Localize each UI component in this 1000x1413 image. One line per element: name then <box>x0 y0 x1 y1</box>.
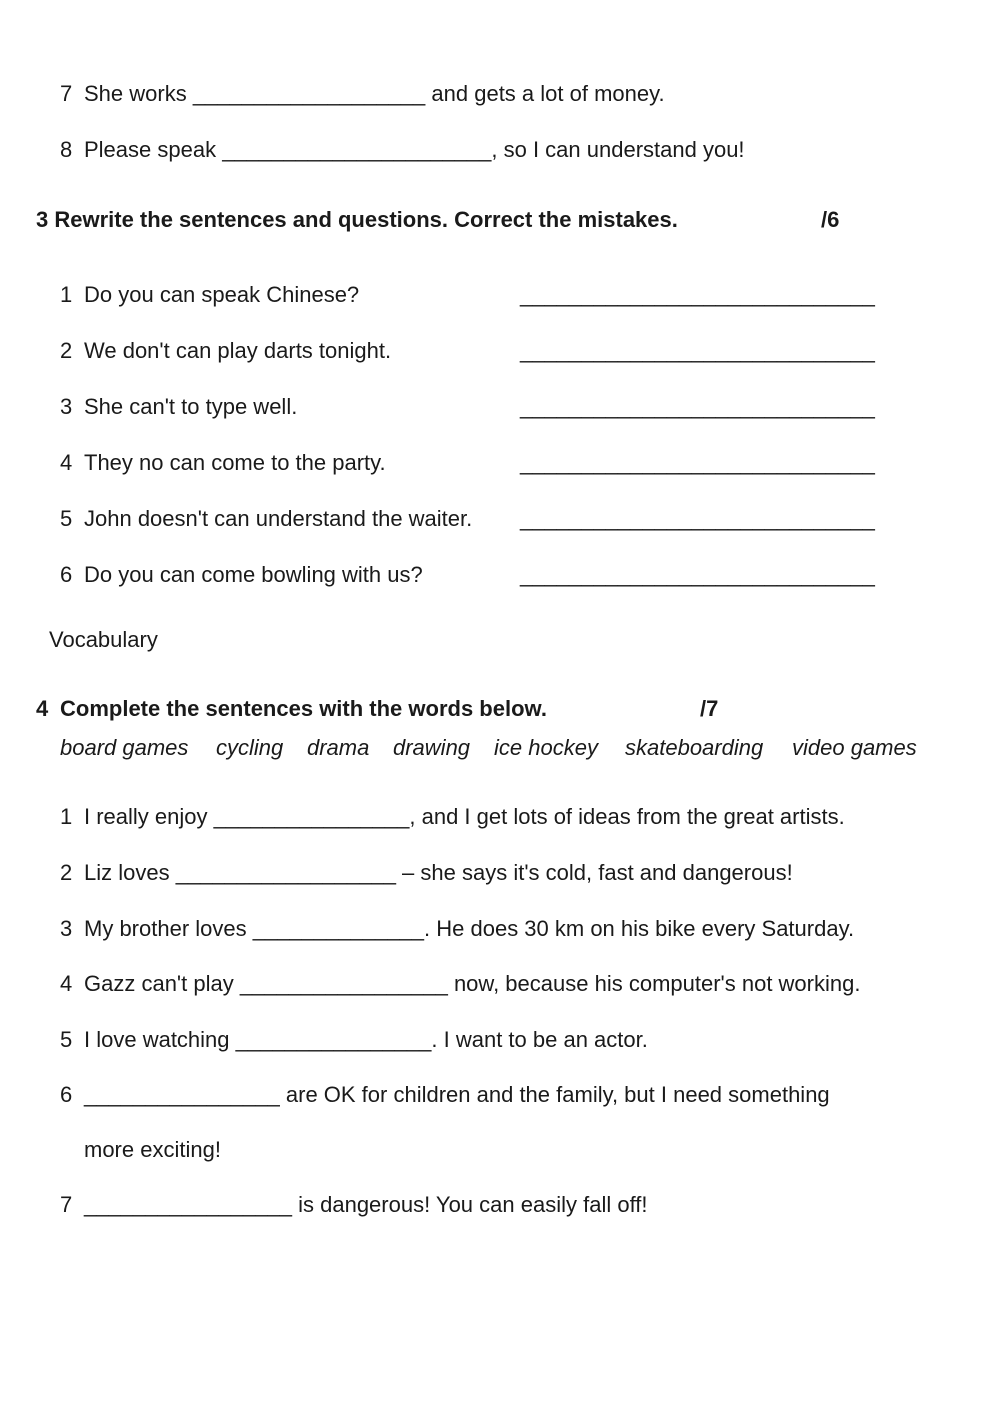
sentence-text: _________________ is dangerous! You can easily fall off! <box>84 1192 648 1217</box>
sentence-text: I really enjoy ________________, and I get lots of ideas from the great artists. <box>84 804 845 829</box>
item-number: 5 <box>60 1027 73 1052</box>
word-bank-item: ice hockey <box>494 735 598 760</box>
section4-score: /7 <box>700 696 719 721</box>
section3-score: /6 <box>821 207 840 232</box>
item-number: 3 <box>60 394 73 419</box>
sentence-text: My brother loves ______________. He does 30 km on his bike every Saturday. <box>84 916 855 941</box>
word-bank-item: cycling <box>216 735 284 760</box>
item-number: 7 <box>60 81 73 106</box>
section4-number: 4 <box>36 696 49 721</box>
sentence-text: She works ___________________ and gets a lot of money. <box>84 81 665 106</box>
item-number: 1 <box>60 804 73 829</box>
item-number: 5 <box>60 506 73 531</box>
section3-heading: 3 Rewrite the sentences and questions. Correct the mistakes. <box>36 207 678 232</box>
sentence-text: Gazz can't play _________________ now, because his computer's not working. <box>84 971 861 996</box>
sentence-text: Liz loves __________________ – she says it's cold, fast and dangerous! <box>84 860 793 885</box>
item-number: 2 <box>60 338 73 363</box>
item-number: 3 <box>60 916 73 941</box>
answer-line[interactable]: _____________________________ <box>520 338 875 363</box>
answer-line[interactable]: _____________________________ <box>520 394 875 419</box>
word-bank-item: video games <box>792 735 917 760</box>
item-number: 4 <box>60 450 73 475</box>
sentence-text: I love watching ________________. I want to be an actor. <box>84 1027 648 1052</box>
item-number: 2 <box>60 860 73 885</box>
sentence-continuation: more exciting! <box>84 1137 221 1162</box>
sentence-text: They no can come to the party. <box>84 450 386 475</box>
answer-line[interactable]: _____________________________ <box>520 562 875 587</box>
word-bank-item: board games <box>60 735 189 760</box>
section4-heading: Complete the sentences with the words below. <box>60 696 547 721</box>
sentence-text: We don't can play darts tonight. <box>84 338 392 363</box>
sentence-text: ________________ are OK for children and the family, but I need something <box>84 1082 830 1107</box>
answer-line[interactable]: _____________________________ <box>520 506 875 531</box>
item-number: 6 <box>60 1082 73 1107</box>
word-bank-item: skateboarding <box>625 735 764 760</box>
sentence-text: Do you can come bowling with us? <box>84 562 423 587</box>
item-number: 1 <box>60 282 73 307</box>
item-number: 8 <box>60 137 73 162</box>
answer-line[interactable]: _____________________________ <box>520 282 875 307</box>
sentence-text: Do you can speak Chinese? <box>84 282 360 307</box>
answer-line[interactable]: _____________________________ <box>520 450 875 475</box>
item-number: 7 <box>60 1192 73 1217</box>
word-bank-item: drama <box>307 735 370 760</box>
item-number: 4 <box>60 971 73 996</box>
sentence-text: She can't to type well. <box>84 394 298 419</box>
word-bank-item: drawing <box>393 735 471 760</box>
sentence-text: Please speak ______________________, so I can understand you! <box>84 137 745 162</box>
sentence-text: John doesn't can understand the waiter. <box>84 506 473 531</box>
vocabulary-label: Vocabulary <box>49 627 158 652</box>
item-number: 6 <box>60 562 73 587</box>
